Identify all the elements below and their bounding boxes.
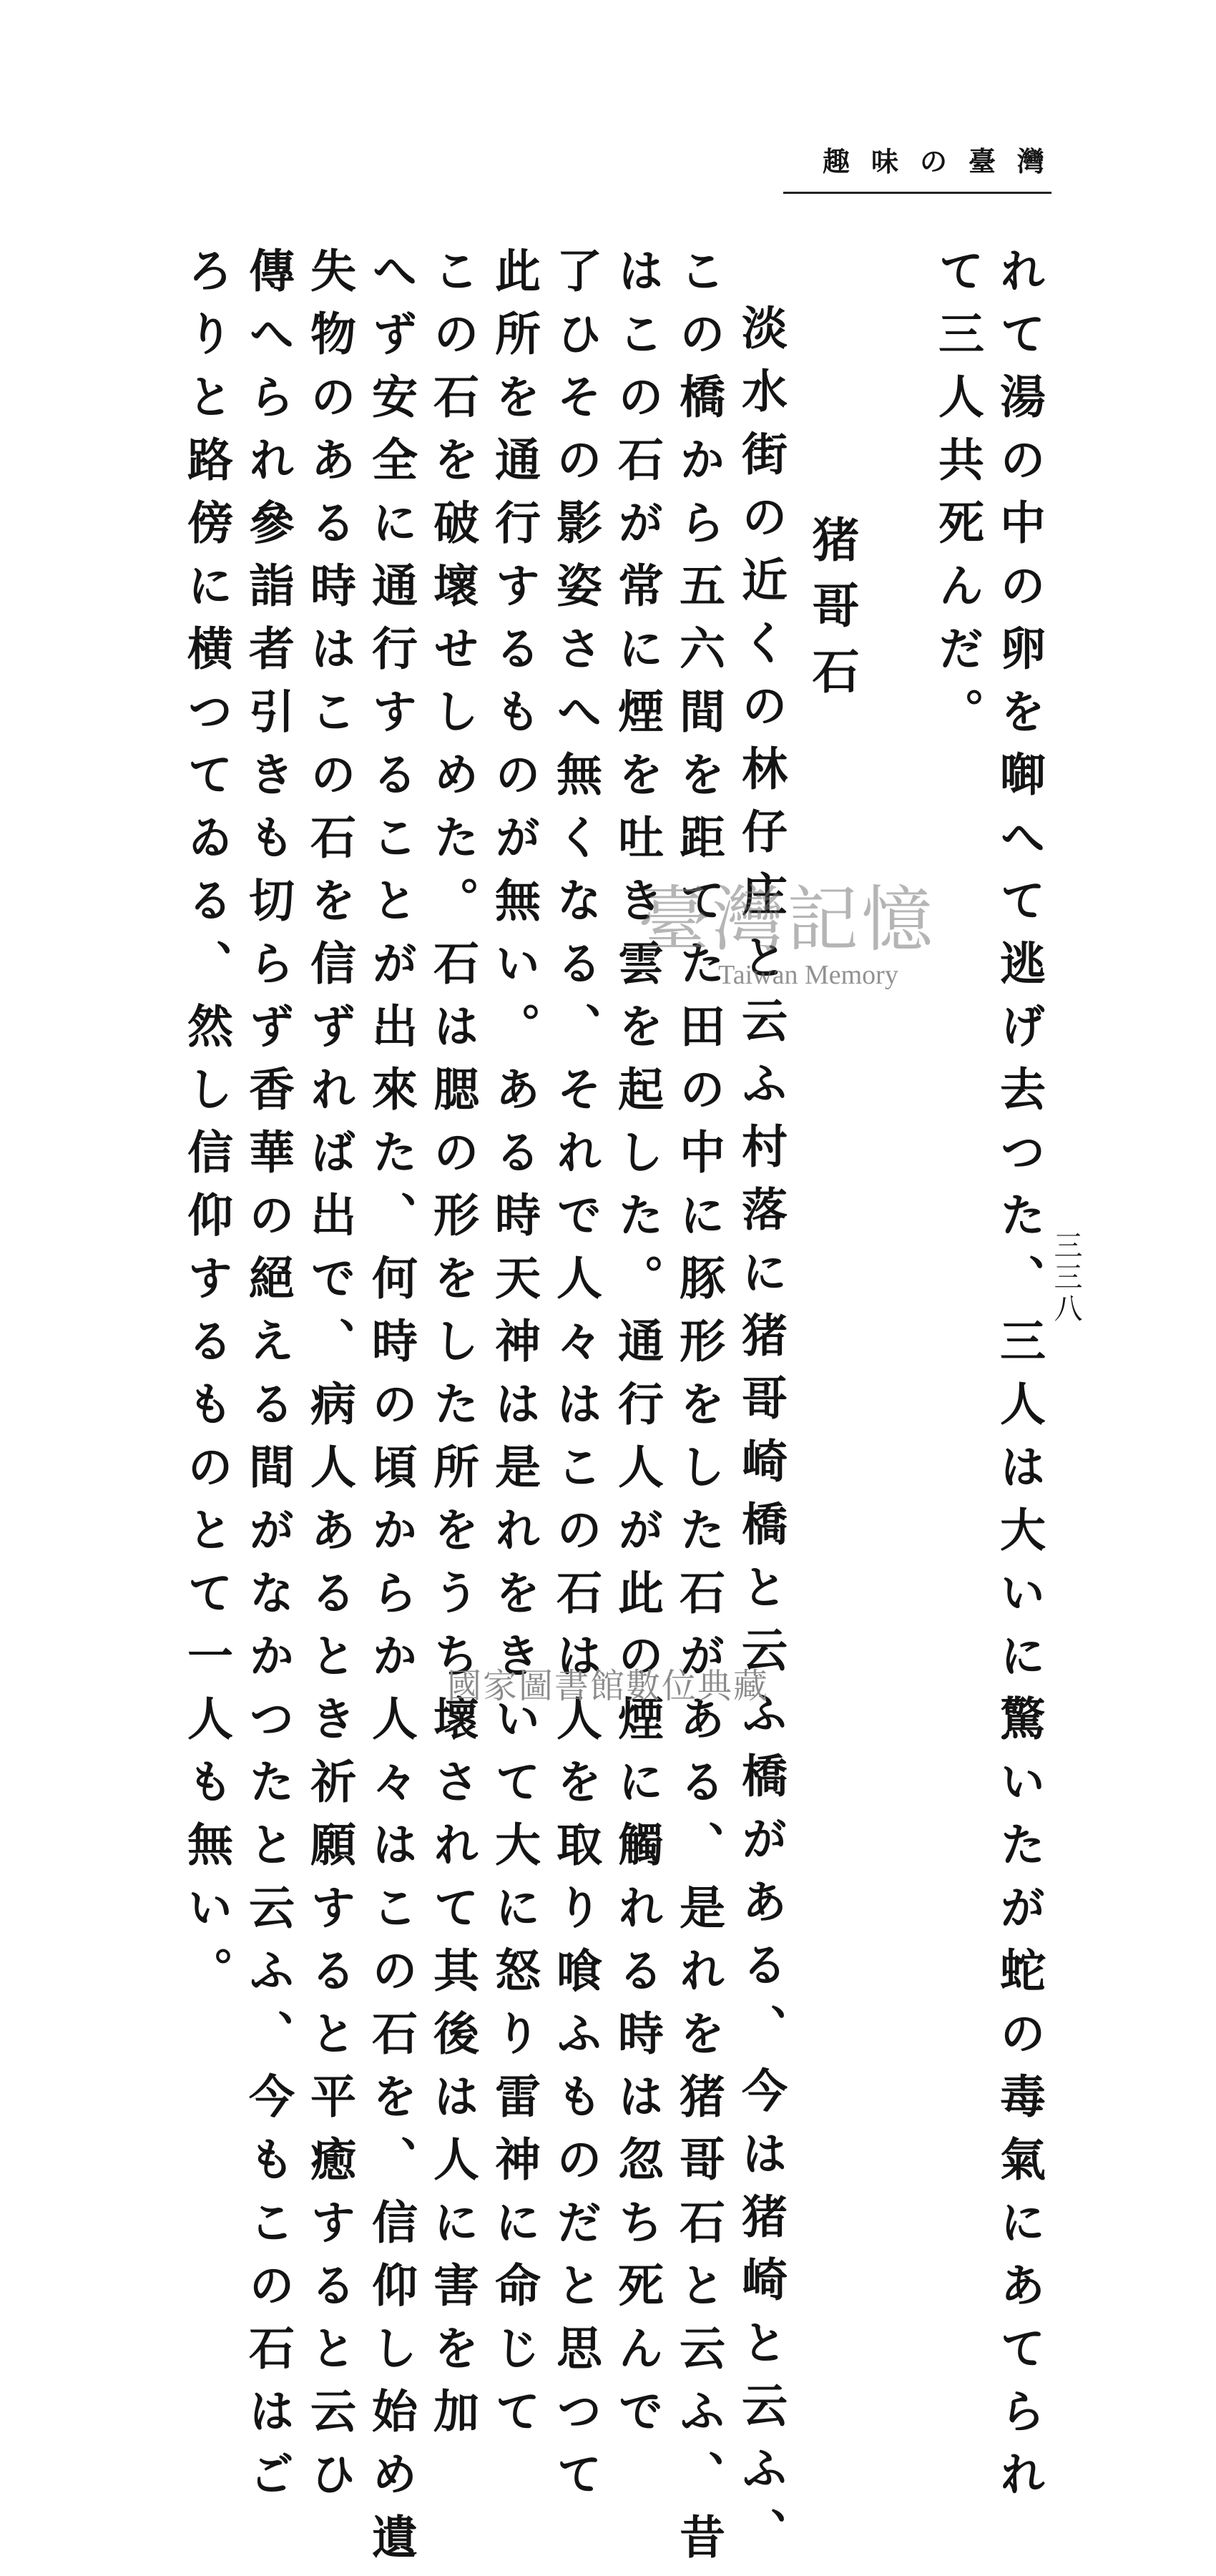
section-title: 猪哥石 bbox=[804, 515, 860, 712]
text-column-3: 淡水街の近くの林仔庄と云ふ村落に猪哥崎橋と云ふ橋がある、今は猪崎と云ふ、 bbox=[734, 304, 788, 2570]
text-column-1: れて湯の中の卵を啣へて逃げ去つた、三人は大いに驚いたが蛇の毒氣にあてられ bbox=[992, 247, 1046, 2513]
footer-label: 國家圖書館數位典藏 bbox=[446, 1666, 769, 1706]
text-column-7: 此所を通行するものが無い。ある時天神は是れをきいて大に怒り雷神に命じて bbox=[487, 247, 541, 2450]
text-column-4: この橋から五六間を距てた田の中に豚形をした石がある、是れを猪哥石と云ふ、昔 bbox=[672, 247, 725, 2576]
text-column-11: 傳へられ參詣者引きも切らず香華の絕える間がなかつたと云ふ、今もこの石はご bbox=[241, 247, 295, 2513]
text-column-5: はこの石が常に煙を吐き雲を起した。通行人が此の煙に觸れる時は忽ち死んで bbox=[610, 247, 664, 2450]
text-column-6: 了ひその影姿さへ無くなる、それで人々はこの石は人を取り喰ふものだと思つて bbox=[549, 247, 602, 2513]
header-rule bbox=[783, 192, 1051, 194]
running-header: 趣味の臺灣 bbox=[823, 145, 1067, 177]
watermark-english: Taiwan Memory bbox=[718, 960, 898, 990]
watermark-chinese: 臺灣記憶 bbox=[638, 878, 936, 961]
text-column-10: 失物のある時はこの石を信ずれば出で、病人あるとき祈願すると平癒すると云ひ bbox=[303, 247, 356, 2513]
page-number: 三三八 bbox=[1049, 1230, 1082, 1325]
text-column-8: この石を破壞せしめた。石は腮の形をした所をうち壞されて其後は人に害を加 bbox=[426, 247, 479, 2450]
text-column-2: て三人共死んだ。 bbox=[931, 247, 984, 750]
text-column-9: へず安全に通行することが出來た、何時の頃からか人々はこの石を、信仰し始め遺 bbox=[364, 247, 418, 2576]
text-column-12: ろりと路傍に横つてゐる、然し信仰するものとて一人も無い。 bbox=[180, 247, 233, 2009]
